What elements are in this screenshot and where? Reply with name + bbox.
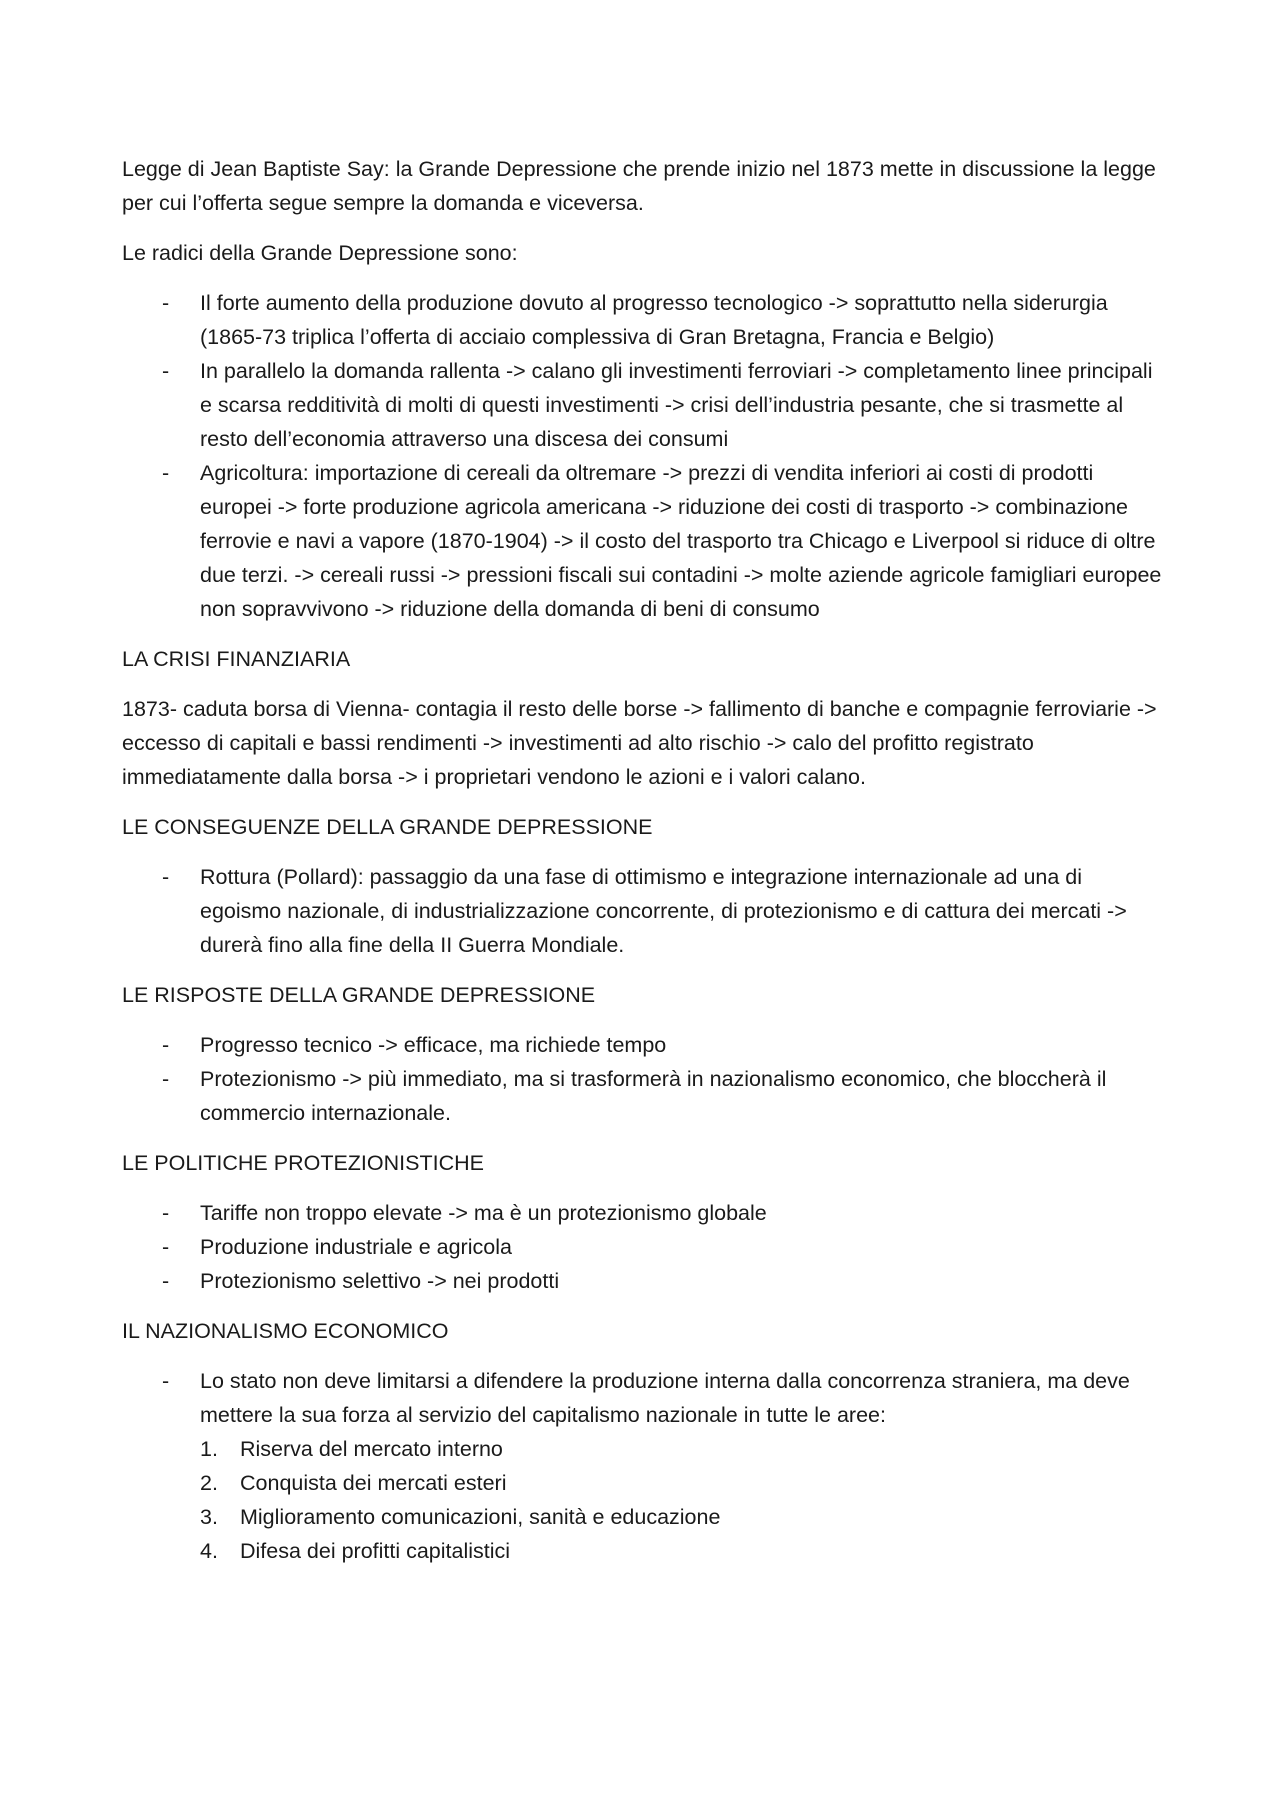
- economic-nationalism-list: [122, 1364, 1162, 1568]
- numbered-item-text: Difesa dei profitti capitalistici: [240, 1539, 511, 1563]
- dash-bullet: -: [162, 359, 170, 383]
- financial-crisis-paragraph: 1873- caduta borsa di Vienna- contagia il resto delle borse -> fallimento di banche e compagnie ferroviarie -> eccesso di capitali e bassi rendimenti -> investimenti ad alto rischio -> calo del profitto registrato immediatamente dalla borsa -> i proprietari vendono le azioni e i valori calano.: [122, 697, 1157, 789]
- list-item: [122, 1230, 1162, 1264]
- list-item-text: Rottura (Pollard): passaggio da una fase di ottimismo e integrazione internazionale ad una di egoismo nazionale, di industrializzazione concorrente, di protezionismo e di cattura dei mercati -> durerà fino alla fine della II Guerra Mondiale.: [200, 865, 1127, 957]
- numbered-item-text: Conquista dei mercati esteri: [240, 1471, 507, 1495]
- item-number: 2.: [200, 1471, 218, 1495]
- list-item: [122, 286, 1162, 354]
- item-number: 1.: [200, 1437, 218, 1461]
- item-number: 4.: [200, 1539, 218, 1563]
- dash-bullet: -: [162, 1033, 170, 1057]
- roots-intro: Le radici della Grande Depressione sono:: [122, 241, 518, 265]
- list-item-text: Tariffe non troppo elevate -> ma è un protezionismo globale: [200, 1201, 767, 1225]
- list-item: [122, 1028, 1162, 1062]
- list-item-text: Produzione industriale e agricola: [200, 1235, 512, 1259]
- heading-economic-nationalism: IL NAZIONALISMO ECONOMICO: [122, 1319, 449, 1343]
- heading-responses: LE RISPOSTE DELLA GRANDE DEPRESSIONE: [122, 983, 596, 1007]
- item-number: 3.: [200, 1505, 218, 1529]
- roots-list: [122, 286, 1162, 626]
- protectionist-policies-list: [122, 1196, 1162, 1298]
- dash-bullet: -: [162, 1235, 170, 1259]
- responses-list: [122, 1028, 1162, 1130]
- say-law-paragraph: Legge di Jean Baptiste Say: la Grande Depressione che prende inizio nel 1873 mette in discussione la legge per cui l’offerta segue sempre la domanda e viceversa.: [122, 157, 1156, 215]
- list-item: [122, 354, 1162, 456]
- list-item-text: In parallelo la domanda rallenta -> calano gli investimenti ferroviari -> completamento linee principali e scarsa redditività di molti di questi investimenti -> crisi dell’industria pesante, che si trasmette al resto dell’economia attraverso una discesa dei consumi: [200, 359, 1153, 451]
- list-item: [122, 1364, 1162, 1568]
- dash-bullet: -: [162, 1269, 170, 1293]
- list-item: [122, 860, 1162, 962]
- numbered-item: [200, 1466, 1162, 1500]
- list-item: [122, 1196, 1162, 1230]
- numbered-item: [200, 1432, 1162, 1466]
- numbered-item-text: Riserva del mercato interno: [240, 1437, 503, 1461]
- numbered-item: [200, 1534, 1162, 1568]
- dash-bullet: -: [162, 291, 170, 315]
- numbered-list: [200, 1432, 1162, 1568]
- list-item-text: Agricoltura: importazione di cereali da oltremare -> prezzi di vendita inferiori ai costi di prodotti europei -> forte produzione agricola americana -> riduzione dei costi di trasporto -> combinazione ferrovie e navi a vapore (1870-1904) -> il costo del trasporto tra Chicago e Liverpool si riduce di oltre due terzi. -> cereali russi -> pressioni fiscali sui contadini -> molte aziende agricole famigliari europee non sopravvivono -> riduzione della domanda di beni di consumo: [200, 461, 1162, 621]
- consequences-list: [122, 860, 1162, 962]
- list-item-text: Lo stato non deve limitarsi a difendere la produzione interna dalla concorrenza straniera, ma deve mettere la sua forza al servizio del capitalismo nazionale in tutte le aree:: [200, 1369, 1130, 1427]
- dash-bullet: -: [162, 1369, 170, 1393]
- list-item-text: Il forte aumento della produzione dovuto al progresso tecnologico -> soprattutto nella siderurgia (1865-73 triplica l’offerta di acciaio complessiva di Gran Bretagna, Francia e Belgio): [200, 291, 1108, 349]
- list-item: [122, 1264, 1162, 1298]
- list-item-text: Protezionismo -> più immediato, ma si trasformerà in nazionalismo economico, che bloccherà il commercio internazionale.: [200, 1067, 1107, 1125]
- heading-protectionist-policies: LE POLITICHE PROTEZIONISTICHE: [122, 1151, 484, 1175]
- list-item: [122, 456, 1162, 626]
- list-item-text: Protezionismo selettivo -> nei prodotti: [200, 1269, 560, 1293]
- numbered-item-text: Miglioramento comunicazioni, sanità e educazione: [240, 1505, 721, 1529]
- list-item-text: Progresso tecnico -> efficace, ma richiede tempo: [200, 1033, 667, 1057]
- dash-bullet: -: [162, 1067, 170, 1091]
- dash-bullet: -: [162, 461, 170, 485]
- heading-financial-crisis: LA CRISI FINANZIARIA: [122, 647, 351, 671]
- list-item: [122, 1062, 1162, 1130]
- numbered-item: [200, 1500, 1162, 1534]
- document-page: [122, 152, 1162, 1584]
- dash-bullet: -: [162, 865, 170, 889]
- dash-bullet: -: [162, 1201, 170, 1225]
- heading-consequences: LE CONSEGUENZE DELLA GRANDE DEPRESSIONE: [122, 815, 653, 839]
